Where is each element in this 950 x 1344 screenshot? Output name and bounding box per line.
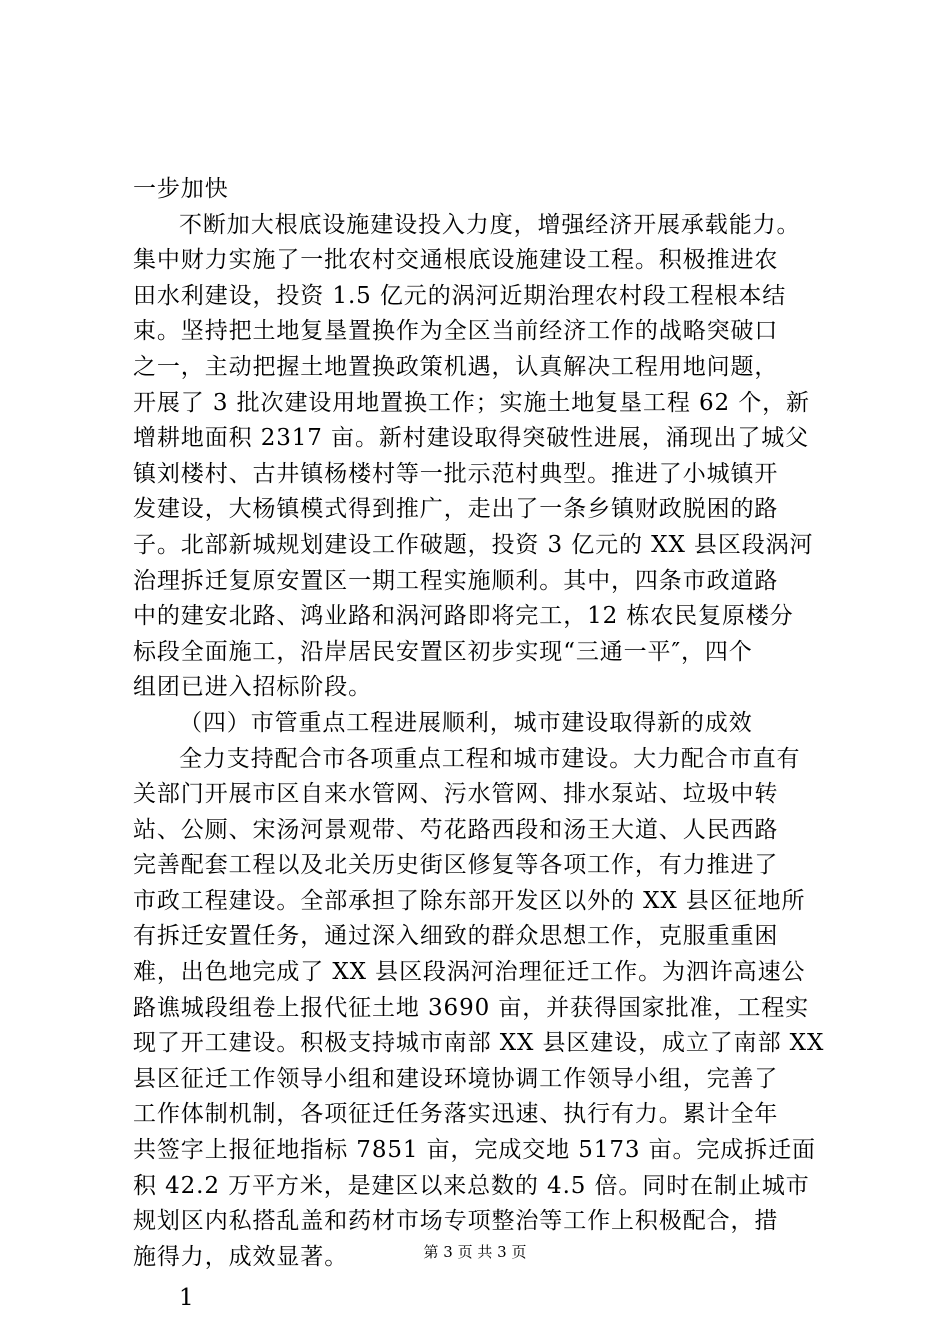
text-line: 发建设，大杨镇模式得到推广，走出了一条乡镇财政脱困的路 bbox=[133, 496, 779, 523]
text-line: 中的建安北路、鸿业路和涡河路即将完工，12 栋农民复原楼分 bbox=[133, 603, 794, 630]
text-line: 子。北部新城规划建设工作破题，投资 3 亿元的 XX 县区段涡河 bbox=[133, 531, 814, 558]
text-line: 完善配套工程以及北关历史街区修复等各项工作，有力推进了 bbox=[133, 852, 779, 879]
text-line: 市政工程建设。全部承担了除东部开发区以外的 XX 县区征地所 bbox=[133, 887, 806, 914]
section-heading-four: （四）市管重点工程进展顺利，城市建设取得新的成效 bbox=[179, 709, 753, 736]
text-line: 田水利建设，投资 1.5 亿元的涡河近期治理农村段工程根本结 bbox=[133, 282, 787, 309]
text-line: 关部门开展市区自来水管网、污水管网、排水泵站、垃圾中转 bbox=[133, 781, 779, 808]
paragraph-city-construction: 全力支持配合市各项重点工程和城市建设。大力配合市直有 bbox=[179, 745, 801, 772]
text-line: 规划区内私搭乱盖和药材市场专项整治等工作上积极配合，措 bbox=[133, 1208, 779, 1235]
text-line: 施得力，成效显著。 bbox=[133, 1243, 349, 1270]
text-line: 之一，主动把握土地置换政策机遇，认真解决工程用地问题， bbox=[133, 353, 779, 380]
text-line: 工作体制机制，各项征迁任务落实迅速、执行有力。累计全年 bbox=[133, 1101, 779, 1128]
document-body bbox=[133, 172, 833, 1317]
text-line: 路谯城段组卷上报代征土地 3690 亩，并获得国家批准，工程实 bbox=[133, 994, 810, 1021]
text-line: 积 42.2 万平方米，是建区以来总数的 4.5 倍。同时在制止城市 bbox=[133, 1172, 810, 1199]
text-line: 县区征迁工作领导小组和建设环境协调工作领导小组，完善了 bbox=[133, 1065, 779, 1092]
inline-page-number: 1 bbox=[179, 1285, 194, 1312]
text-line: 共签字上报征地指标 7851 亩，完成交地 5173 亩。完成拆迁面 bbox=[133, 1137, 816, 1164]
page-counter-label: 第 3 页 共 3 页 bbox=[423, 1243, 527, 1261]
text-line: 有拆迁安置任务，通过深入细致的群众思想工作，克服重重困 bbox=[133, 923, 779, 950]
text-line: 镇刘楼村、古井镇杨楼村等一批示范村典型。推进了小城镇开 bbox=[133, 460, 779, 487]
text-line: 治理拆迁复原安置区一期工程实施顺利。其中，四条市政道路 bbox=[133, 567, 779, 594]
text-line: 束。坚持把土地复垦置换作为全区当前经济工作的战略突破口 bbox=[133, 318, 779, 345]
page-footer bbox=[0, 1242, 950, 1262]
text-line-continuation: 一步加快 bbox=[133, 176, 229, 202]
text-line: 开展了 3 批次建设用地置换工作；实施土地复垦工程 62 个，新 bbox=[133, 389, 810, 416]
paragraph-infrastructure-heading: 不断加大根底设施建设投入力度，增强经济开展承载能力。 bbox=[179, 211, 801, 238]
text-line: 现了开工建设。积极支持城市南部 XX 县区建设，成立了南部 XX bbox=[133, 1030, 825, 1057]
text-line: 站、公厕、宋汤河景观带、芍花路西段和汤王大道、人民西路 bbox=[133, 816, 779, 843]
text-line: 难，出色地完成了 XX 县区段涡河治理征迁工作。为泗许高速公 bbox=[133, 959, 806, 986]
text-line: 组团已进入招标阶段。 bbox=[133, 674, 372, 701]
text-line: 增耕地面积 2317 亩。新村建设取得突破性进展，涌现出了城父 bbox=[133, 425, 810, 452]
text-line: 集中财力实施了一批农村交通根底设施建设工程。积极推进农 bbox=[133, 247, 779, 274]
text-line: 标段全面施工，沿岸居民安置区初步实现“三通一平″，四个 bbox=[133, 638, 753, 665]
